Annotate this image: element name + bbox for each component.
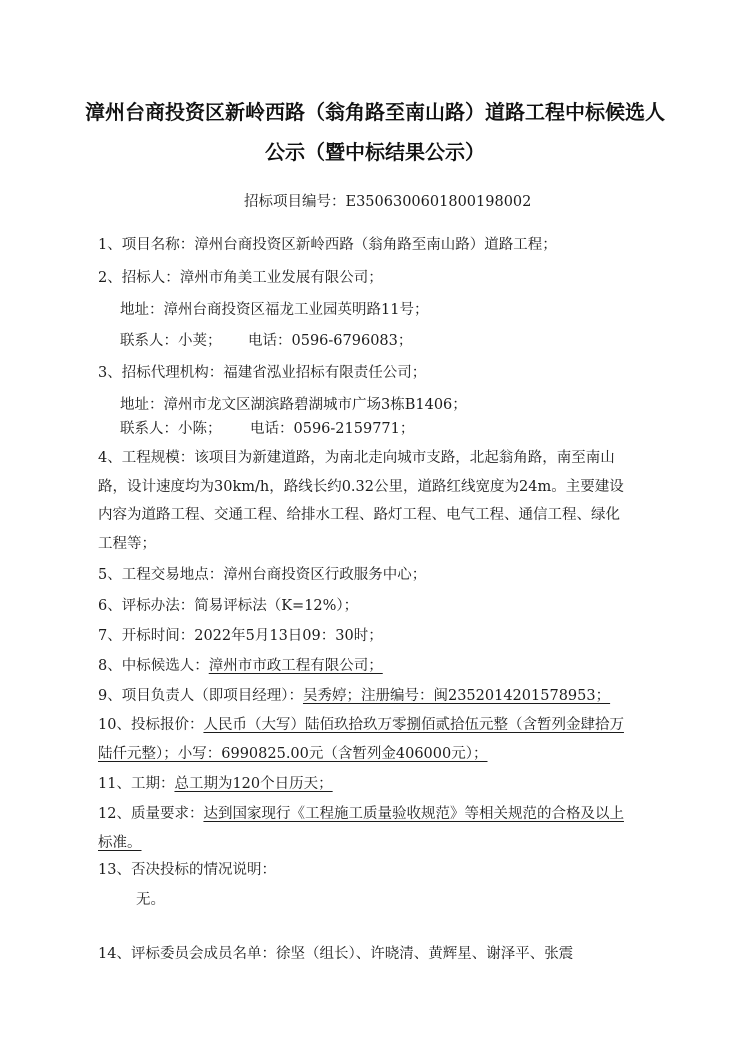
item-5-location: 5、工程交易地点：漳州台商投资区行政服务中心； bbox=[98, 567, 427, 583]
item-12-value-line2: 标准。 bbox=[98, 835, 142, 851]
item-10-label: 10、投标报价： bbox=[98, 717, 204, 733]
item-12-label: 12、质量要求： bbox=[98, 806, 204, 822]
item-11-value: 总工期为120个日历天； bbox=[174, 776, 333, 792]
item-2-address: 地址：漳州台商投资区福龙工业园英明路11号； bbox=[120, 302, 429, 318]
item-14-committee: 14、评标委员会成员名单：徐坚（组长）、许晓清、黄辉星、谢泽平、张震 bbox=[98, 946, 574, 962]
item-13-value: 无。 bbox=[136, 892, 165, 908]
item-13-rejection: 13、否决投标的情况说明： bbox=[98, 862, 276, 878]
item-11-duration bbox=[98, 772, 333, 793]
item-4-scale-line2: 路，设计速度均为30km/h，路线长约0.32公里，道路红线宽度为24m。主要建设 bbox=[98, 479, 624, 495]
item-4-scale-line1: 4、工程规模：该项目为新建道路，为南北走向城市支路，北起翁角路，南至南山 bbox=[98, 450, 615, 466]
item-8-value: 漳州市市政工程有限公司； bbox=[208, 658, 383, 674]
item-2-tenderer: 2、招标人：漳州市角美工业发展有限公司； bbox=[98, 270, 383, 286]
document-title-line1: 漳州台商投资区新岭西路（翁角路至南山路）道路工程中标候选人 bbox=[85, 100, 665, 124]
item-2-phone: 电话：0596-6796083； bbox=[248, 333, 413, 349]
item-9-manager bbox=[98, 684, 610, 705]
item-3-contact: 联系人：小陈； bbox=[120, 421, 222, 437]
item-12-quality bbox=[98, 802, 624, 823]
item-9-value: 吴秀婷；注册编号：闽2352014201578953； bbox=[302, 688, 611, 704]
item-3-address: 地址：漳州市龙文区湖滨路碧湖城市广场3栋B1406； bbox=[120, 397, 467, 413]
item-4-scale-line3: 内容为道路工程、交通工程、给排水工程、路灯工程、电气工程、通信工程、绿化 bbox=[98, 507, 620, 523]
item-3-phone: 电话：0596-2159771； bbox=[250, 421, 415, 437]
item-8-candidate bbox=[98, 654, 383, 675]
item-12-value-line1: 达到国家现行《工程施工质量验收规范》等相关规范的合格及以上 bbox=[203, 806, 624, 822]
item-3-agency: 3、招标代理机构：福建省泓业招标有限责任公司； bbox=[98, 365, 427, 381]
item-1-project-name: 1、项目名称：漳州台商投资区新岭西路（翁角路至南山路）道路工程； bbox=[98, 237, 557, 253]
item-9-label: 9、项目负责人（即项目经理）： bbox=[98, 688, 303, 704]
item-10-value-line1: 人民币（大写）陆佰玖拾玖万零捌佰贰拾伍元整（含暂列金肆拾万 bbox=[203, 717, 624, 733]
item-10-value-line2: 陆仟元整）；小写：6990825.00元（含暂列金406000元）； bbox=[98, 746, 488, 762]
document-title-line2: 公示（暨中标结果公示） bbox=[265, 140, 485, 164]
item-6-method: 6、评标办法：简易评标法（K=12%）； bbox=[98, 598, 359, 614]
item-7-opening-time: 7、开标时间：2022年5月13日09：30时； bbox=[98, 628, 383, 644]
item-2-contact: 联系人：小荚； bbox=[120, 333, 222, 349]
item-8-label: 8、中标候选人： bbox=[98, 658, 209, 674]
project-number: 招标项目编号：E3506300601800198002 bbox=[244, 194, 532, 210]
item-4-scale-line4: 工程等； bbox=[98, 536, 156, 552]
item-11-label: 11、工期： bbox=[98, 776, 175, 792]
item-10-bid-price bbox=[98, 713, 624, 734]
